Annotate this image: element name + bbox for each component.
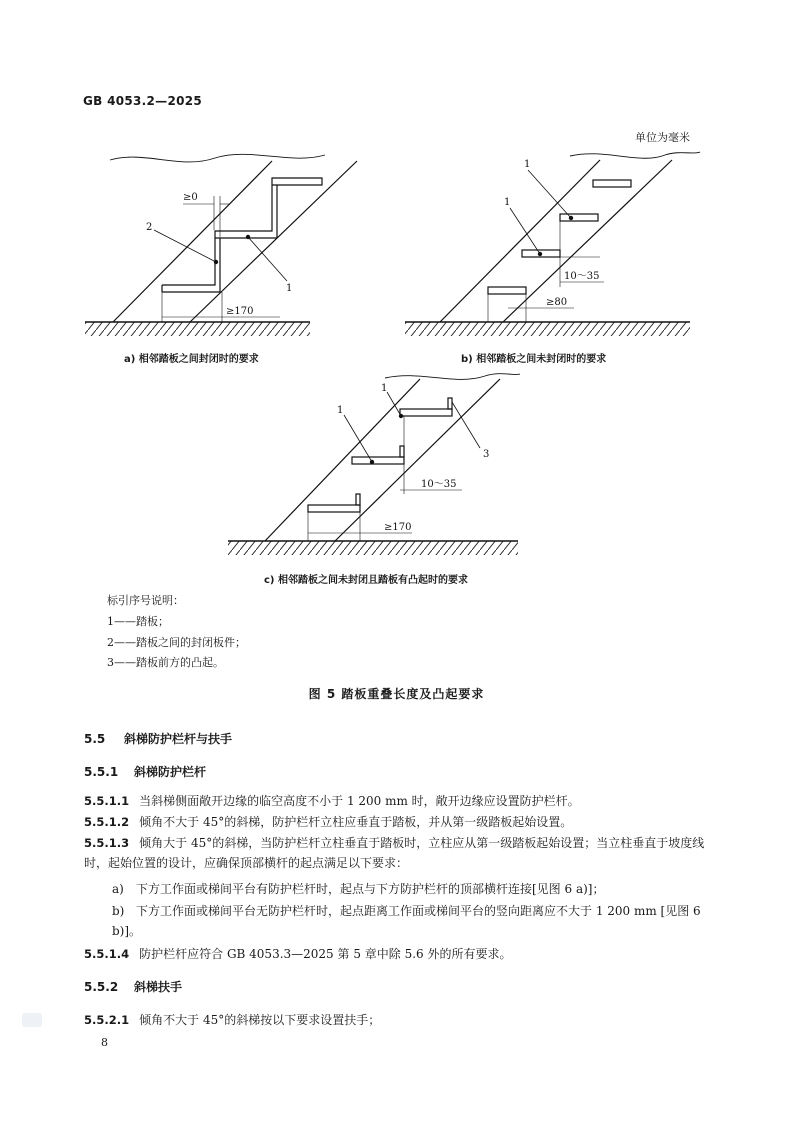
document-header: GB 4053.2—2025: [83, 94, 203, 108]
legend-title: 标引序号说明：: [107, 594, 184, 607]
panel-c-callout-1b: 1: [337, 405, 344, 416]
paragraph-number: 5.5.1.2: [84, 815, 130, 829]
section-heading-5-5-2: [84, 978, 182, 995]
panel-a-callout-2: 2: [146, 222, 153, 233]
panel-a-diagram: [85, 154, 357, 336]
legend-item: 1——踏板；: [107, 615, 169, 628]
panel-b-caption: b) 相邻踏板之间未封闭时的要求: [461, 354, 607, 365]
panel-b-callout-1b: 1: [504, 197, 511, 208]
paragraph-text: 倾角不大于 45°的斜梯按以下要求设置扶手；: [139, 1013, 381, 1027]
list-item-a: [112, 879, 712, 899]
units-note: 单位为毫米: [635, 131, 690, 144]
panel-a-dim-top: ≥0: [183, 192, 198, 203]
panel-b-callout-1a: 1: [524, 159, 531, 170]
paragraph-5-5-1-2: [84, 812, 709, 832]
paragraph-number: 5.5.1.3: [84, 836, 130, 850]
paragraph-number: 5.5.2.1: [84, 1013, 130, 1027]
panel-c-callout-3: 3: [483, 449, 490, 460]
paragraph-5-5-1-3: [84, 833, 709, 873]
list-item-text: 下方工作面或梯间平台有防护栏杆时，起点与下方防护栏杆的顶部横杆连接[见图 6 a)]；: [136, 882, 605, 896]
paragraph-5-5-1-4: [84, 944, 709, 964]
panel-a-dim-bottom: ≥170: [226, 306, 254, 317]
panel-c-callout-1a: 1: [381, 383, 388, 394]
panel-a-caption: a) 相邻踏板之间封闭时的要求: [124, 354, 259, 365]
paragraph-text: 倾角大于 45°的斜梯，当防护栏杆立柱垂直于踏板时，立柱应从第一级踏板起始设置；当立柱垂直于坡度线时，起始位置的设计，应确保顶部横杆的起点满足以下要求：: [84, 836, 705, 870]
panel-b-diagram: [405, 152, 700, 336]
paragraph-number: 5.5.1.4: [84, 947, 130, 961]
list-item-label: a): [112, 882, 124, 896]
watermark-logo: [22, 1013, 42, 1027]
list-item-text: 下方工作面或梯间平台无防护栏杆时，起点距离工作面或梯间平台的竖向距离应不大于 1 200 mm [见图 6 b)]。: [112, 904, 701, 938]
section-number: 5.5.1: [84, 765, 119, 779]
paragraph-5-5-1-1: [84, 791, 709, 811]
panel-b-dim-gap: 10～35: [564, 271, 600, 282]
panel-c-diagram: [228, 374, 520, 555]
paragraph-number: 5.5.1.1: [84, 794, 130, 808]
section-heading-5-5: [84, 730, 232, 747]
page-number: 8: [101, 1036, 108, 1049]
section-number: 5.5: [84, 732, 106, 746]
list-item-b: [112, 901, 708, 941]
section-title: 斜梯扶手: [134, 980, 183, 994]
paragraph-text: 倾角不大于 45°的斜梯，防护栏杆立柱应垂直于踏板，并从第一级踏板起始设置。: [139, 815, 573, 829]
section-heading-5-5-1: [84, 763, 206, 780]
panel-c-dim-bottom: ≥170: [384, 522, 412, 533]
paragraph-5-5-2-1: [84, 1010, 709, 1030]
panel-c-caption: c) 相邻踏板之间未封闭且踏板有凸起时的要求: [264, 575, 468, 586]
paragraph-text: 当斜梯侧面敞开边缘的临空高度不小于 1 200 mm 时，敞开边缘应设置防护栏杆。: [139, 794, 580, 808]
section-title: 斜梯防护栏杆: [134, 765, 207, 779]
legend-item: 2——踏板之间的封闭板件；: [107, 636, 246, 649]
legend-item: 3——踏板前方的凸起。: [107, 656, 224, 669]
section-title: 斜梯防护栏杆与扶手: [124, 732, 233, 746]
figure-title: 图 5 踏板重叠长度及凸起要求: [308, 687, 485, 701]
section-number: 5.5.2: [84, 980, 119, 994]
paragraph-text: 防护栏杆应符合 GB 4053.3—2025 第 5 章中除 5.6 外的所有要求。: [139, 947, 512, 961]
list-item-label: b): [112, 904, 125, 918]
panel-b-dim-bottom: ≥80: [546, 297, 568, 308]
panel-c-dim-gap: 10～35: [421, 479, 457, 490]
panel-a-callout-1: 1: [286, 283, 293, 294]
